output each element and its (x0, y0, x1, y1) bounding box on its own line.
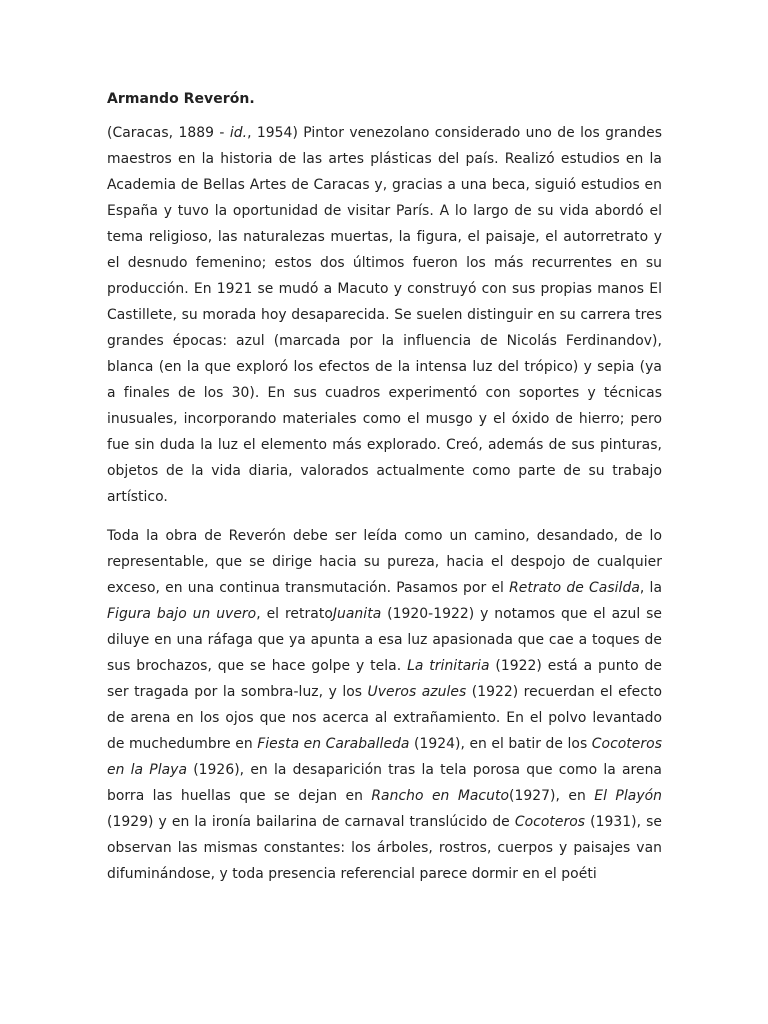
body-text: Toda la obra de Reverón debe ser leída como un camino, desandado, de lo representable, que se dirige hacia su pureza, hacia el despojo de cualquier exceso, en una continua transmutación. Pasamos por el (107, 528, 662, 596)
artwork-title-text: Cocoteros (514, 814, 586, 830)
body-text: (1922) está a punto de ser tragada por la sombra-luz, y los (107, 658, 662, 700)
document-page (107, 86, 662, 900)
paragraph-biography (107, 120, 662, 510)
artwork-title-text: Rancho en Macuto (371, 788, 510, 804)
body-text: (Caracas, 1889 - (107, 125, 230, 141)
body-text: , 1954) Pintor venezolano considerado uno de los grandes maestros en la historia de las artes plásticas del país. Realizó estudios en la Academia de Bellas Artes de Caracas y, gracias a una beca, siguió estudios en España y tuvo la oportunidad de visitar París. A lo largo de su vida abordó el tema religioso, las naturalezas muertas, la figura, el paisaje, el autorretrato y el desnudo femenino; estos dos últimos fueron los más recurrentes en su producción. En 1921 se mudó a Macuto y construyó con sus propias manos El Castillete, su morada hoy desaparecida. Se suelen distinguir en su carrera tres grandes épocas: azul (marcada por la influencia de Nicolás Ferdinandov), blanca (en la que exploró los efectos de la intensa luz del trópico) y sepia (ya a finales de los 30). En sus cuadros experimentó con soportes y técnicas inusuales, incorporando materiales como el musgo y el óxido de hierro; pero fue sin duda la luz el elemento más explorado. Creó, además de sus pinturas, objetos de la vida diaria, valorados actualmente como parte de su trabajo artístico. (107, 125, 662, 505)
body-text: (1920-1922) y notamos que el azul se diluye en una ráfaga que ya apunta a esa luz apasionada que cae a toques de sus brochazos, que se hace golpe y tela. (107, 606, 662, 674)
body-text: (1922) recuerdan el efecto de arena en los ojos que nos acerca al extrañamiento. En el polvo levantado de muchedumbre en (107, 684, 662, 752)
body-text: (1924), en el batir de los (409, 736, 592, 752)
body-text: (1926), en la desaparición tras la tela porosa que como la arena borra las huellas que se dejan en (107, 762, 662, 804)
body-text: (1929) y en la ironía bailarina de carnaval translúcido de (107, 814, 515, 830)
artwork-title-text: Cocoteros en la Playa (107, 736, 662, 778)
artwork-title-text: Retrato de Casilda (509, 580, 640, 596)
body-text: , la (639, 580, 663, 596)
artwork-title-text: Uveros azules (367, 684, 467, 700)
body-text: , el retrato (256, 606, 333, 622)
artwork-title-text: Figura bajo un uvero (107, 606, 257, 622)
artwork-title-text: Juanita (332, 606, 382, 622)
artwork-title-text: La trinitaria (407, 658, 490, 674)
artwork-title-text: id. (229, 125, 248, 141)
paragraph-analysis (107, 523, 662, 887)
artwork-title-text: El Playón (594, 788, 662, 804)
artwork-title-text: Fiesta en Caraballeda (257, 736, 410, 752)
document-title: Armando Reverón. (107, 91, 255, 107)
body-text: (1931), se observan las mismas constantes: los árboles, rostros, cuerpos y paisajes van difuminándose, y toda presencia referencial parece dormir en el poéti (107, 814, 662, 882)
body-text: (1927), en (509, 788, 595, 804)
